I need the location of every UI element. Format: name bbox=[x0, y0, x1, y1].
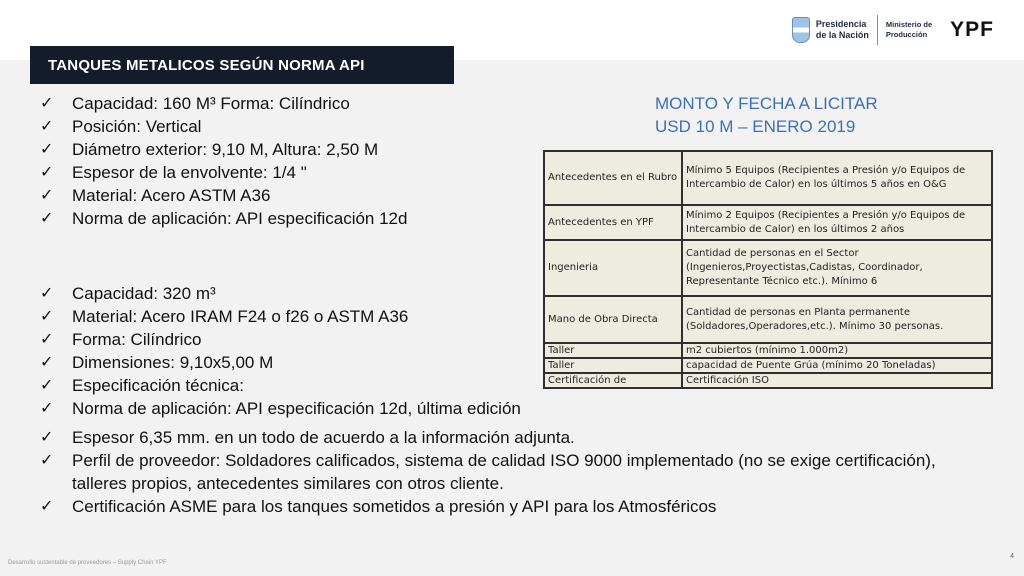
table-cell-value: capacidad de Puente Grúa (mínimo 20 Toneladas) bbox=[682, 358, 992, 373]
list-item bbox=[38, 449, 978, 495]
table-cell-key: Certificación de bbox=[544, 373, 682, 388]
logo-presidencia bbox=[816, 19, 869, 41]
list-item-text: Perfil de proveedor: Soldadores calificados, sistema de calidad ISO 9000 implementado (no se exige certificación), talleres propios, antecedentes similares con otros cliente. bbox=[72, 451, 936, 493]
argentina-shield-icon bbox=[792, 17, 810, 43]
monto-line2: USD 10 M – ENERO 2019 bbox=[655, 117, 856, 136]
check-icon: ✓ bbox=[40, 187, 54, 204]
list-item-text: Especificación técnica: bbox=[72, 376, 244, 395]
monto-fecha-block bbox=[655, 92, 878, 138]
check-icon: ✓ bbox=[40, 210, 54, 227]
check-icon: ✓ bbox=[40, 285, 54, 302]
list-item bbox=[38, 138, 407, 161]
list-item-text: Capacidad: 320 m³ bbox=[72, 284, 216, 303]
check-icon: ✓ bbox=[40, 377, 54, 394]
table-cell-value: m2 cubiertos (mínimo 1.000m2) bbox=[682, 343, 992, 358]
table-cell-key: Antecedentes en el Rubro bbox=[544, 151, 682, 205]
list-item-text: Capacidad: 160 M³ Forma: Cilíndrico bbox=[72, 94, 350, 113]
table-cell-value: Mínimo 2 Equipos (Recipientes a Presión y/o Equipos de Intercambio de Calor) en los últimos 2 años bbox=[682, 205, 992, 240]
list-item-text: Diámetro exterior: 9,10 M, Altura: 2,50 M bbox=[72, 140, 379, 159]
table-cell-key: Ingenieria bbox=[544, 240, 682, 296]
table-cell-key: Mano de Obra Directa bbox=[544, 296, 682, 343]
logo-ministerio-line1: Ministerio de bbox=[885, 20, 933, 29]
table-cell-value: Mínimo 5 Equipos (Recipientes a Presión y/o Equipos de Intercambio de Calor) en los últimos 5 años en O&G bbox=[682, 151, 992, 205]
table-cell-key: Antecedentes en YPF bbox=[544, 205, 682, 240]
logo-presidencia-line2: de la Nación bbox=[815, 30, 869, 40]
list-item-text: Espesor de la envolvente: 1/4 " bbox=[72, 163, 307, 182]
list-item bbox=[38, 282, 978, 305]
list-item bbox=[38, 92, 407, 115]
list-item-text: Material: Acero ASTM A36 bbox=[72, 186, 271, 205]
logo-divider bbox=[877, 15, 878, 45]
table-row bbox=[544, 205, 992, 240]
list-item-text: Norma de aplicación: API especificación 12d bbox=[72, 209, 408, 228]
list-item-text: Certificación ASME para los tanques sometidos a presión y API para los Atmosféricos bbox=[72, 497, 717, 516]
table-cell-key: Taller bbox=[544, 358, 682, 373]
check-icon: ✓ bbox=[40, 141, 54, 158]
check-icon: ✓ bbox=[40, 498, 54, 515]
check-icon: ✓ bbox=[40, 308, 54, 325]
list-item bbox=[38, 426, 978, 449]
specs-tank-320 bbox=[38, 282, 978, 518]
list-item bbox=[38, 184, 407, 207]
logo-presidencia-line1: Presidencia bbox=[815, 19, 867, 29]
check-icon: ✓ bbox=[40, 118, 54, 135]
specs-tank-160 bbox=[38, 92, 407, 230]
check-icon: ✓ bbox=[40, 400, 54, 417]
list-item bbox=[38, 495, 978, 518]
logo-ypf: YPF bbox=[950, 18, 994, 41]
list-item bbox=[38, 305, 978, 328]
list-item-text: Espesor 6,35 mm. en un todo de acuerdo a la información adjunta. bbox=[72, 428, 575, 447]
table-cell-value: Certificación ISO bbox=[682, 373, 992, 388]
list-item bbox=[38, 161, 407, 184]
check-icon: ✓ bbox=[40, 429, 54, 446]
slide-title: TANQUES METALICOS SEGÚN NORMA API bbox=[30, 46, 454, 84]
check-icon: ✓ bbox=[40, 95, 54, 112]
table-cell-value: Cantidad de personas en el Sector (Ingenieros,Proyectistas,Cadistas, Coordinador, Representante Técnico etc.). Mínimo 6 bbox=[682, 240, 992, 296]
check-icon: ✓ bbox=[40, 354, 54, 371]
page-number: 4 bbox=[1010, 553, 1014, 560]
list-item bbox=[38, 328, 978, 351]
list-item bbox=[38, 115, 407, 138]
table-row bbox=[544, 151, 992, 205]
table-cell-key: Taller bbox=[544, 343, 682, 358]
monto-line1: MONTO Y FECHA A LICITAR bbox=[655, 94, 878, 113]
list-item-text: Dimensiones: 9,10x5,00 M bbox=[72, 353, 274, 372]
check-icon: ✓ bbox=[40, 452, 54, 469]
list-item-text: Forma: Cilíndrico bbox=[72, 330, 202, 349]
logo-ministerio-line2: Producción bbox=[885, 30, 928, 39]
list-item-text: Material: Acero IRAM F24 o f26 o ASTM A36 bbox=[72, 307, 409, 326]
list-item bbox=[38, 207, 407, 230]
list-item bbox=[38, 351, 978, 374]
footer-text: Desarrollo sustentable de proveedores – Supply Chain YPF bbox=[8, 560, 167, 566]
check-icon: ✓ bbox=[40, 331, 54, 348]
list-item-text: Norma de aplicación: API especificación 12d, última edición bbox=[72, 399, 521, 418]
list-item bbox=[38, 397, 978, 420]
list-item bbox=[38, 374, 978, 397]
logo-ministerio bbox=[886, 20, 932, 40]
header-logos bbox=[792, 12, 994, 48]
list-item-text: Posición: Vertical bbox=[72, 117, 202, 136]
table-cell-value: Cantidad de personas en Planta permanente (Soldadores,Operadores,etc.). Mínimo 30 personas. bbox=[682, 296, 992, 343]
check-icon: ✓ bbox=[40, 164, 54, 181]
